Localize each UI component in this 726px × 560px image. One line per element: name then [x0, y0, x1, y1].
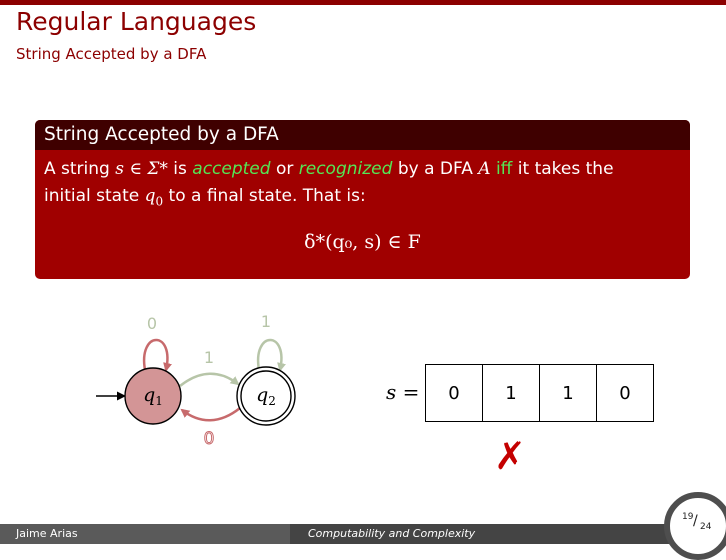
- math-sub: 0: [155, 194, 164, 209]
- page-title: Regular Languages: [16, 7, 257, 36]
- tape-cell: 1: [539, 364, 597, 422]
- edge-q2-q1-label: 0: [203, 429, 215, 449]
- term-accepted: accepted: [192, 159, 271, 179]
- state-q2: [237, 367, 295, 425]
- loop-q1-label: 0: [146, 314, 158, 333]
- edge-q2-q1: [182, 408, 240, 420]
- state-q2-label: $q_2$: [256, 384, 276, 408]
- math-dfa-var: A: [478, 159, 491, 179]
- loop-q1: [144, 340, 167, 370]
- tape-cell: 0: [425, 364, 483, 422]
- text-span: to a final state. That is:: [163, 186, 366, 206]
- edge-q1-q2: [180, 374, 238, 386]
- term-iff: iff: [495, 159, 513, 179]
- footer: [0, 524, 726, 544]
- page-slash: /: [693, 513, 698, 529]
- page-number: 19: [682, 512, 694, 522]
- state-q1-label: $q_1$: [143, 384, 163, 408]
- equation: δ*(q₀, s) ∈ F: [304, 231, 421, 253]
- tape-cell: 0: [596, 364, 654, 422]
- text-span: or: [270, 159, 299, 179]
- page-total: 24: [700, 522, 712, 532]
- math-q: q: [144, 186, 156, 206]
- state-q1: [125, 368, 181, 424]
- loop-q2-label: 1: [260, 312, 272, 331]
- text-span: it takes the: [512, 159, 614, 179]
- term-recognized: recognized: [298, 159, 393, 179]
- tape-cell: 1: [482, 364, 540, 422]
- math-s-in-sigma: s ∈ Σ*: [115, 159, 168, 179]
- edge-q1-q2-label: 1: [203, 348, 215, 367]
- footer-author: Jaime Arias: [0, 524, 290, 544]
- text-span: is: [167, 159, 193, 179]
- page-subtitle: String Accepted by a DFA: [16, 45, 207, 63]
- loop-q2: [258, 340, 281, 370]
- text-span: by a DFA: [392, 159, 479, 179]
- text-span: A string: [44, 159, 116, 179]
- footer-course: Computability and Complexity: [290, 524, 726, 544]
- text-span: initial state: [44, 186, 145, 206]
- input-tape: [425, 364, 654, 422]
- string-label: s =: [386, 380, 420, 404]
- reject-mark-icon: ✗: [494, 434, 526, 478]
- block-title: String Accepted by a DFA: [35, 120, 690, 150]
